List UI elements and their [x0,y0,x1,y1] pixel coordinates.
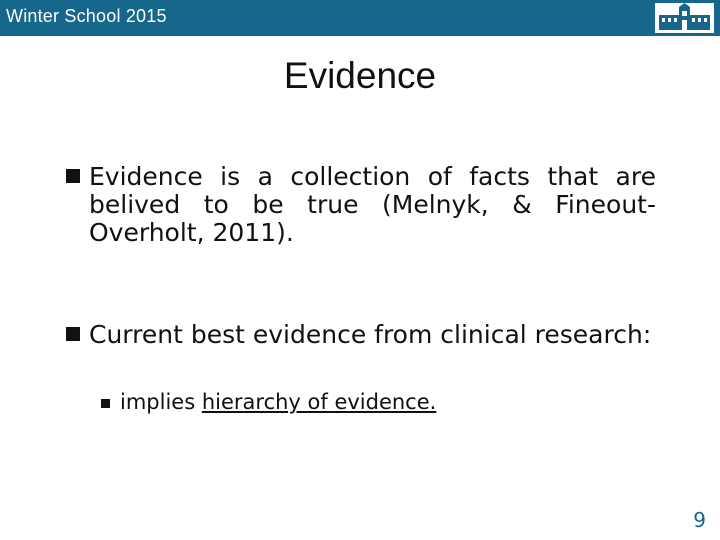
sub-bullet-underlined-text: hierarchy of evidence. [201,390,437,414]
square-bullet-icon [66,169,80,183]
slide-title: Evidence [283,55,437,96]
small-square-bullet-icon [101,399,110,408]
sub-bullet-item [101,390,436,414]
header-title: Winter School 2015 [6,6,167,26]
bullet-text: Current best evidence from clinical research: [89,320,652,349]
sub-bullet-prefix: implies [120,390,202,414]
bullet-item [66,163,656,247]
building-logo-icon [655,3,714,33]
header-bar [0,0,720,36]
bullet-item [66,321,656,349]
bullet-text: Evidence is a collection of facts that are belived to be true (Melnyk, & Fineout-Overholt, 2011). [89,162,656,247]
square-bullet-icon [66,327,80,341]
page-number: 9 [693,508,706,532]
